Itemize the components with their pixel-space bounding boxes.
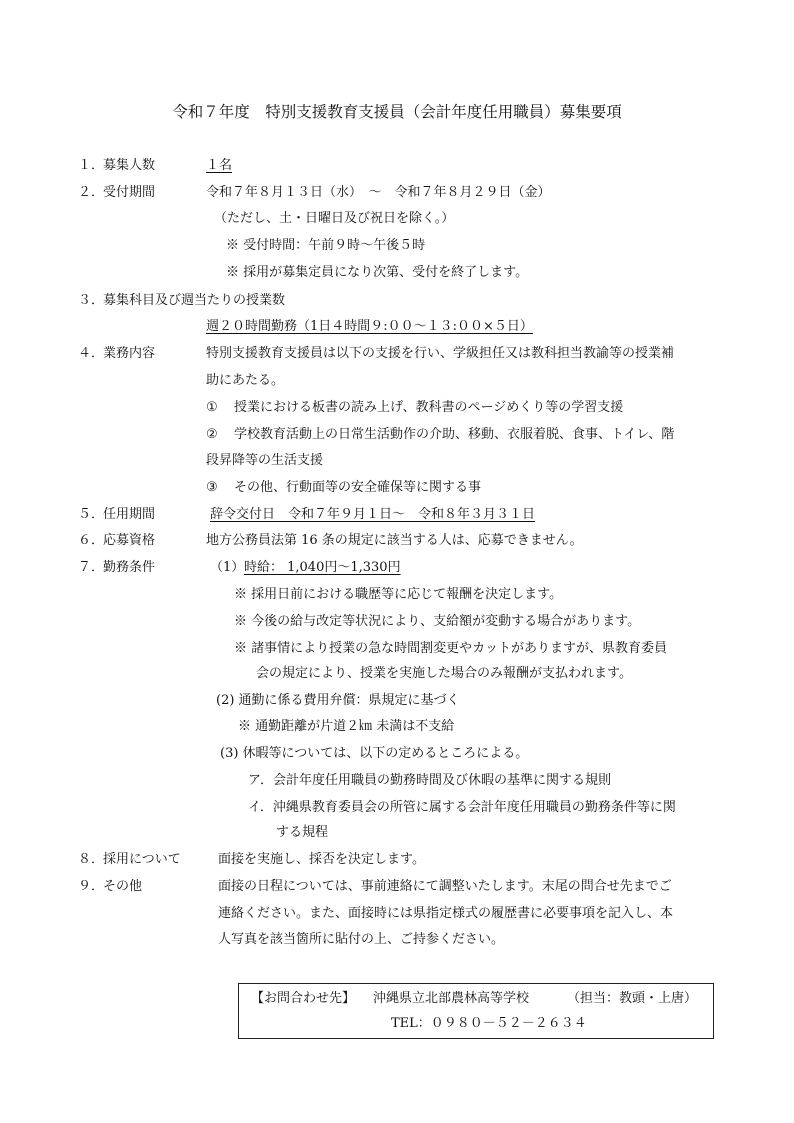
page-title: 令和７年度 特別支援教育支援員（会計年度任用職員）募集要項 [172, 103, 622, 121]
section-label: 任用期間 [103, 507, 156, 522]
section-label: 募集科目及び週当たりの授業数 [103, 293, 286, 308]
section-label: 応募資格 [103, 533, 156, 548]
note: ※ 今後の給与改定等状況により、支給額が変動する場合があります。 [234, 614, 641, 629]
leave-item: する規程 [276, 825, 329, 840]
contact-person: （担当：教頭・上唐） [567, 991, 698, 1006]
appointment-period: 辞令交付日 令和７年９月１日～ 令和８年３月３１日 [210, 507, 536, 522]
leave-item: ア．会計年度任用職員の勤務時間及び休暇の基準に関する規則 [248, 773, 611, 788]
recruit-count: １名 [206, 158, 233, 173]
duty-item: その他、行動面等の安全確保等に関する事 [234, 480, 482, 495]
hourly-wage: 時給： 1,040円～1,330円 [244, 560, 401, 575]
section-number: ７． [78, 560, 105, 575]
section-number: ６． [78, 533, 105, 548]
note: ※ 採用日前における職歴等に応じて報酬を決定します。 [234, 587, 563, 602]
duty-item: 授業における板書の読み上げ、教科書のページめくり等の学習支援 [234, 400, 624, 415]
section-label: その他 [103, 879, 143, 894]
section-label: 採用について [103, 852, 181, 867]
duty-intro: 特別支援教育支援員は以下の支援を行い、学級担任又は教科担当教諭等の授業補 [206, 346, 675, 361]
duty-item-mark: ③ [206, 480, 218, 495]
selection-info: 面接を実施し、採否を決定します。 [218, 852, 425, 867]
other-info: 人写真を該当箇所に貼付の上、ご持参ください。 [218, 932, 505, 947]
contact-box [238, 983, 714, 1039]
note: 会の規定により、授業を実施した場合のみ報酬が支払われます。 [256, 666, 632, 681]
section-label: 募集人数 [103, 158, 156, 173]
note: ※ 受付時間：午前９時～午後５時 [226, 238, 426, 253]
contact-phone: TEL：０９８０－５２－２６３４ [391, 1016, 587, 1031]
note: （ただし、土・日曜日及び祝日を除く。） [214, 211, 455, 226]
section-label: 業務内容 [103, 346, 156, 361]
commute-allowance: (2) 通勤に係る費用弁償：県規定に基づく [216, 693, 460, 708]
section-label: 勤務条件 [103, 560, 156, 575]
leave-rules: (3) 休暇等については、以下の定めるところによる。 [220, 746, 529, 761]
note: ※ 通勤距離が片道２㎞ 未満は不支給 [238, 719, 455, 734]
section-number: ２． [78, 185, 105, 200]
duty-item: 段昇降等の生活支援 [206, 453, 324, 468]
note: ※ 採用が募集定員になり次第、受付を終了します。 [226, 265, 529, 280]
other-info: 面接の日程については、事前連絡にて調整いたします。末尾の問合せ先までご [218, 879, 672, 894]
section-number: ３． [78, 293, 105, 308]
section-number: ８． [78, 852, 105, 867]
duty-intro: 助にあたる。 [206, 373, 285, 388]
contact-school: 沖縄県立北部農林高等学校 [373, 991, 530, 1006]
other-info: 連絡ください。また、面接時には県指定様式の履歴書に必要事項を記入し、本 [218, 906, 674, 921]
wage-prefix: （1） [210, 560, 245, 575]
working-hours: 週２０時間勤務（1日４時間９:００～１３:００×５日） [206, 319, 533, 334]
contact-label: 【お問合わせ先】 [251, 991, 356, 1006]
application-period: 令和７年８月１３日（水） ～ 令和７年８月２９日（金） [206, 185, 551, 200]
section-number: １． [78, 158, 105, 173]
eligibility: 地方公務員法第 16 条の規定に該当する人は、応募できません。 [206, 533, 583, 548]
section-number: ４． [78, 346, 105, 361]
note: ※ 諸事情により授業の急な時間割変更やカットがありますが、県教育委員 [234, 641, 668, 656]
duty-item-mark: ② [206, 427, 218, 442]
duty-item-mark: ① [206, 400, 218, 415]
leave-item: イ．沖縄県教育委員会の所管に属する会計年度任用職員の勤務条件等に関 [248, 800, 676, 815]
section-number: ５． [78, 507, 105, 522]
duty-item: 学校教育活動上の日常生活動作の介助、移動、衣服着脱、食事、トイレ、階 [234, 427, 675, 442]
section-label: 受付期間 [103, 185, 156, 200]
section-number: ９． [78, 879, 105, 894]
